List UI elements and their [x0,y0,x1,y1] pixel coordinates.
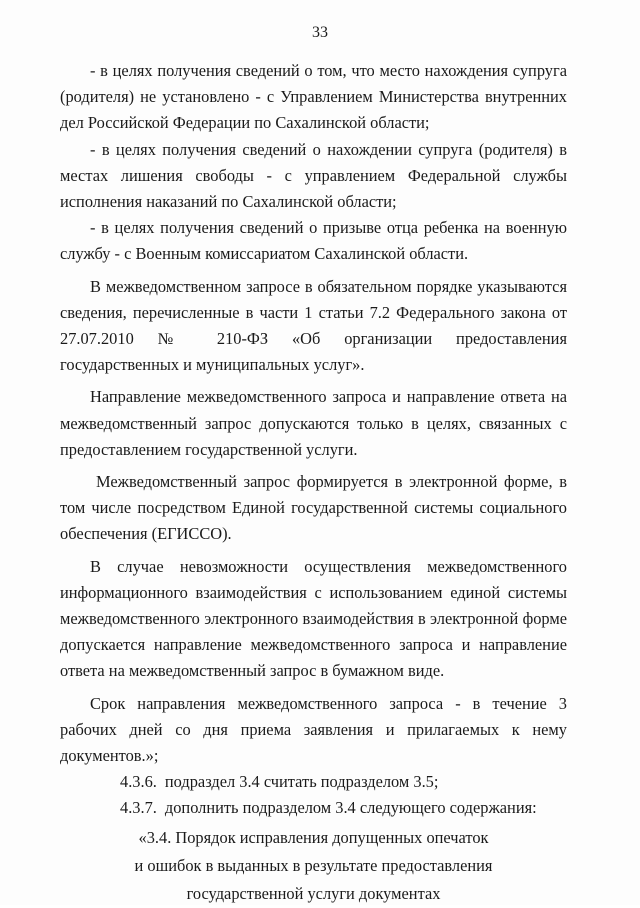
list-item-number: 4.3.6. [120,772,157,792]
document-body [60,58,567,908]
paragraph-request-contents: В межведомственном запросе в обязательном порядке указываются сведения, перечисленные в части 1 статьи 7.2 Федерального закона от 27.07.2010 № 210-ФЗ «Об организации предоставления государственных и муниципальных услуг». [60,276,567,375]
paragraph-mvd-request: - в целях получения сведений о том, что место нахождения супруга (родителя) не установлено - с Управлением Министерства внутренних дел Российской Федерации по Сахалинской области; [60,61,567,133]
paragraph-request-purpose: Направление межведомственного запроса и направление ответа на межведомственный запрос допускаются только в целях, связанных с предоставлением государственной услуги. [60,387,567,459]
paragraph-fsin-request: - в целях получения сведений о нахождении супруга (родителя) в местах лишения свободы - с управлением Федеральной службы исполнения наказаний по Сахалинской области; [60,139,567,212]
section-heading [60,824,567,908]
paragraph-electronic-form: Межведомственный запрос формируется в электронной форме, в том числе посредством Единой государственной системы социального обеспечения (ЕГИССО). [60,472,567,544]
section-heading-line: государственной услуги документах [186,883,441,903]
paragraph-military-request: - в целях получения сведений о призыве отца ребенка на военную службу - с Военным комиссариатом Сахалинской области. [60,218,567,264]
page-number: 33 [312,24,328,41]
section-heading-line: и ошибок в выданных в результате предоставления [134,855,493,875]
paragraph-request-deadline: Срок направления межведомственного запроса - в течение 3 рабочих дней со дня приема заявления и прилагаемых к нему документов.»; [60,693,567,766]
paragraph-paper-form: В случае невозможности осуществления межведомственного информационного взаимодействия с использованием единой системы межведомственного электронного взаимодействия в электронной форме допускается направление межведомственного запроса и направление ответа на межведомственный запрос в бумажном виде. [60,556,567,681]
section-heading-line: «3.4. Порядок исправления допущенных опечаток [138,827,489,847]
list-item [60,795,567,821]
list-item-text: дополнить подразделом 3.4 следующего содержания: [164,798,537,818]
list-item-number: 4.3.7. [120,798,157,818]
list-item [60,769,567,795]
list-item-text: подраздел 3.4 считать подразделом 3.5; [164,772,439,792]
